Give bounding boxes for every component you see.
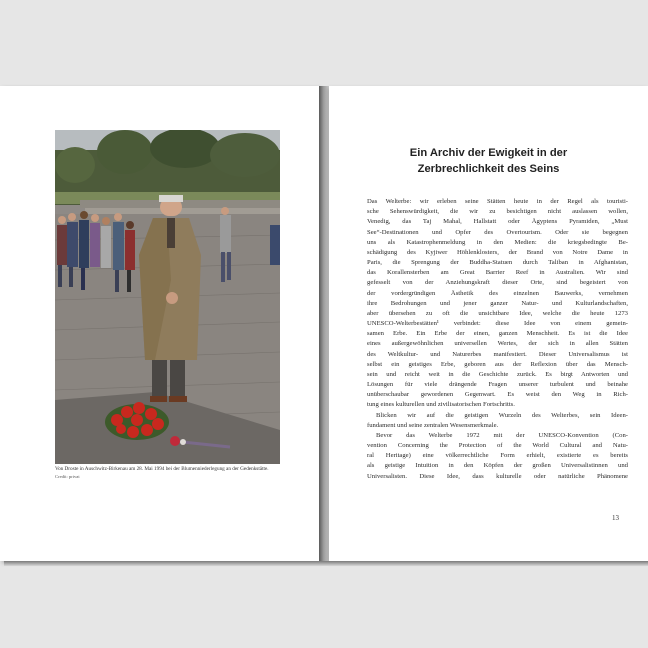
text-line: eines außergewöhnlichen universellen Wertes, der sich in allen Stätten bbox=[367, 340, 628, 348]
text-line: aber übersehen zu oft die unsichtbare Idee, welche die heute 1273 bbox=[367, 309, 628, 317]
page-number: 13 bbox=[612, 514, 619, 522]
text-line: tung eines kulturellen und zivilisatorischen Fortschritts. bbox=[367, 401, 515, 409]
text-line: schädigung des Kyjiwer Höhlenklosters, der Brand von Notre Dame in bbox=[367, 248, 628, 256]
text-line: ihre Bedrohungen und jener ganzer Natur- und Kulturlandschaften, bbox=[367, 299, 628, 307]
text-line: Paris, die Sprengung der Buddha-Statuen durch Taliban in Afghanistan, bbox=[367, 259, 628, 267]
text-line: uns als Katastrophenmeldung in den Medien: die kriegsbedingte Be- bbox=[367, 238, 628, 246]
text-line: sein und reicht weit in die Geschichte zurück. Es birgt Antworten und bbox=[367, 370, 628, 378]
text-line: gefesselt von der Anziehungskraft dieser Orte, sind begeistert von bbox=[367, 279, 628, 287]
right-page bbox=[329, 86, 648, 561]
book-gutter bbox=[319, 86, 329, 564]
text-line: Universalisten. Diese Idee, dass kulturelle oder natürliche Phänomene bbox=[367, 472, 628, 480]
text-line: selbst ein geistiges Erbe, geboren aus der Reflexion über das Mensch- bbox=[367, 360, 628, 368]
memorial-photo bbox=[55, 130, 280, 464]
text-line: vention Concerning the Protection of the World Cultural and Natu- bbox=[367, 442, 628, 450]
text-line: ral Heritage) eine völkerrechtliche Form erhielt, existierte es bereits bbox=[367, 452, 628, 460]
book-spread bbox=[0, 86, 648, 564]
text-line: als geistige Intuition in den Köpfen der großen Universalistinnen und bbox=[367, 462, 628, 470]
text-line: der vordergründigen Ästhetik des einzelnen Bauwerks, vernehmen bbox=[367, 289, 628, 297]
text-line: See“-Destinationen und Opfer des Overtourism. Oder sie begegnen bbox=[367, 228, 628, 236]
text-line: Lösungen für viele drängende Fragen unserer turbulent und beinahe bbox=[367, 381, 628, 389]
text-line: Bevor das Welterbe 1972 mit der UNESCO-Konvention (Con- bbox=[376, 431, 628, 439]
text-line: Venedig, das Taj Mahal, Hallstatt oder Ägyptens Pyramiden, „Must bbox=[367, 218, 628, 226]
title-line-1: Ein Archiv der Ewigkeit in der bbox=[409, 147, 568, 159]
title-line-2: Zerbrechlichkeit des Seins bbox=[417, 163, 560, 175]
text-line: fundament und seine zentralen Wesensmerkmale. bbox=[367, 421, 499, 429]
text-line: samen Erbe. Ein Erbe der einen, ganzen Menschheit. Es ist die Idee bbox=[367, 330, 628, 338]
text-line: UNESCO-Welterbestätten¹ verbindet: diese Idee von einem gemein- bbox=[367, 320, 628, 328]
photo-caption bbox=[55, 466, 281, 481]
text-line: sche Sehenswürdigkeit, die wir zu besichtigen nicht auslassen wollen, bbox=[367, 208, 628, 216]
page-shadow bbox=[4, 561, 648, 566]
text-line: unüberschaubar gewordenen Gegenwart. Es weist den Weg in Rich- bbox=[367, 391, 628, 399]
caption-text: Von Droste in Auschwitz-Birkenau am 28. Mai 1994 bei der Blumenniederlegung an der Gedenkstätte. bbox=[55, 466, 269, 472]
left-page bbox=[0, 86, 319, 561]
chapter-title bbox=[329, 145, 648, 177]
text-line: des Weltkultur- und Naturerbes manifestiert. Dieser Universalismus ist bbox=[367, 350, 628, 358]
text-line: Das Welterbe: wir erleben seine Stätten heute in der Regel als touristi- bbox=[367, 198, 628, 205]
text-line: Blicken wir auf die geistigen Wurzeln des Welterbes, sein Ideen- bbox=[376, 411, 628, 419]
caption-credit: Credit: privat bbox=[55, 474, 80, 479]
body-text bbox=[367, 197, 628, 482]
text-line: das Korallensterben am Great Barrier Reef in Australien. Wir sind bbox=[367, 269, 628, 277]
